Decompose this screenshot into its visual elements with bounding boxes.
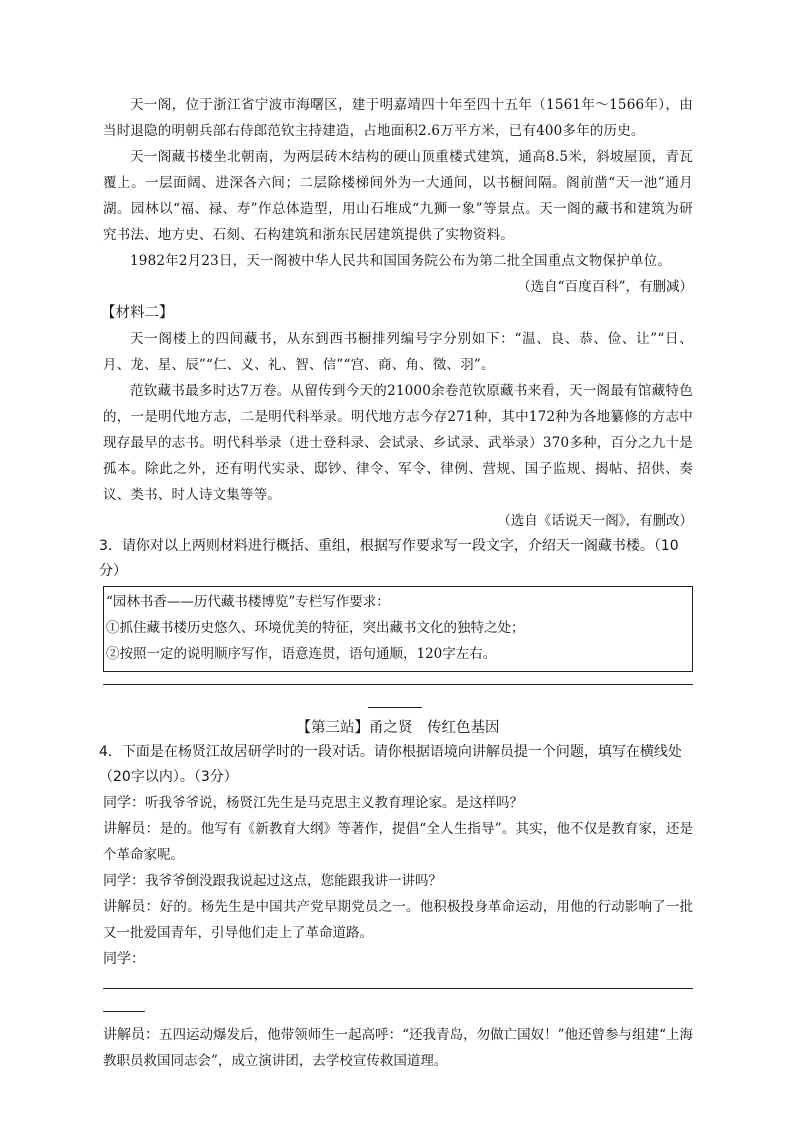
speaker-label: 同学： — [103, 795, 145, 811]
question4-prompt: 4．下面是在杨贤江故居研学时的一段对话。请你根据语境向讲解员提一个问题，填写在横线处（20字以内）。（3分） — [99, 744, 682, 785]
dialogue-text: 五四运动爆发后，他带领师生一起高呼：“还我青岛，勿做亡国奴！”他还曾参与组建“上海教职员救国同志会”，成立演讲团，去学校宣传救国道理。 — [103, 1027, 693, 1069]
question3-prompt: 3．请你对以上两则材料进行概括、重组，根据写作要求写一段文字，介绍天一阁藏书楼。（10分） — [99, 538, 679, 579]
speaker-label: 讲解员： — [103, 821, 160, 837]
dialogue-line — [103, 1022, 693, 1074]
material1-paragraph-3: 1982年2月23日，天一阁被中华人民共和国国务院公布为第二批全国重点文物保护单位。 — [130, 253, 672, 269]
divider-short-line — [368, 707, 422, 708]
speaker-label: 讲解员： — [103, 899, 160, 915]
material1-paragraph-1: 天一阁，位于浙江省宁波市海曙区，建于明嘉靖四十年至四十五年（1561年～1566年），由当时退隐的明朝兵部右侍郎范钦主持建造，占地面积2.6万平方米，已有400多年的历史。 — [103, 97, 693, 139]
dialogue-line — [103, 946, 693, 972]
material2-paragraph-2: 范钦藏书最多时达7万卷。从留传到今天的21000余卷范钦原藏书来看，天一阁最有馆藏特色的，一是明代地方志，二是明代科举录。明代地方志今存271种，其中172种为各地纂修的方志中现存最早的志书。明代科举录（进士登科录、会试录、乡试录、武举录）370多种，百分之九十是孤本。除此之外，还有明代实录、邸钞、律令、军令、律例、营规、国子监规、揭帖、招供、奏议、类书、时人诗文集等等。 — [103, 383, 693, 503]
dialogue-line — [103, 894, 693, 946]
material2-source: （选自《话说天一阁》，有删改） — [497, 513, 693, 529]
requirements-title: “园林书香——历代藏书楼博览”专栏写作要求： — [106, 594, 390, 610]
dialogue-line — [103, 790, 693, 816]
dialogue-text: 是的。他写有《新教育大纲》等著作，提倡“全人生指导”。其实，他不仅是教育家，还是个革命家呢。 — [103, 821, 693, 863]
dialogue-text: 好的。杨先生是中国共产党早期党员之一。他积极投身革命运动，用他的行动影响了一批又一批爱国青年，引导他们走上了革命道路。 — [103, 899, 694, 941]
station-3-title: 【第三站】甬之贤 传红色基因 — [296, 720, 500, 736]
speaker-label: 讲解员： — [103, 1027, 160, 1043]
requirement-2: ②按照一定的说明顺序写作，语意连贯，语句通顺，120字左右。 — [106, 646, 497, 662]
material2-heading: 【材料二】 — [101, 305, 174, 321]
writing-requirements-box — [103, 586, 693, 672]
dialogue-line — [103, 868, 693, 894]
requirement-1: ①抓住藏书楼历史悠久、环境优美的特征，突出藏书文化的独特之处； — [106, 620, 525, 636]
speaker-label: 同学： — [103, 873, 145, 889]
dialogue-text: 听我爷爷说，杨贤江先生是马克思主义教育理论家。是这样吗？ — [145, 795, 523, 811]
material1-source: （选自“百度百科”，有删减） — [517, 279, 693, 295]
question-3 — [99, 534, 693, 685]
dialogue-line — [103, 816, 693, 868]
material-1 — [103, 92, 693, 300]
speaker-label: 同学： — [103, 951, 145, 967]
material-2 — [103, 300, 693, 534]
dialogue-text: 我爷爷倒没跟我说起过这点，您能跟我讲一讲吗？ — [145, 873, 442, 889]
worksheet-page — [99, 92, 694, 1074]
material2-paragraph-1: 天一阁楼上的四间藏书，从东到西书橱排列编号字分别如下：“温、良、恭、俭、让”“日、月、龙、星、辰”“仁、义、礼、智、信”“宫、商、角、徵、羽”。 — [103, 331, 693, 373]
material1-paragraph-2: 天一阁藏书楼坐北朝南，为两层砖木结构的硬山顶重楼式建筑，通高8.5米，斜坡屋顶，青瓦覆上。一层面阔、进深各六间；二层除楼梯间外为一大通间，以书橱间隔。阁前凿“天一池”通月湖。园林以“福、禄、寿”作总体造型，用山石堆成“九狮一象”等景点。天一阁的藏书和建筑为研究书法、地方史、石刻、石构建筑和浙东民居建筑提供了实物资料。 — [103, 149, 693, 243]
question-4 — [99, 740, 694, 1074]
